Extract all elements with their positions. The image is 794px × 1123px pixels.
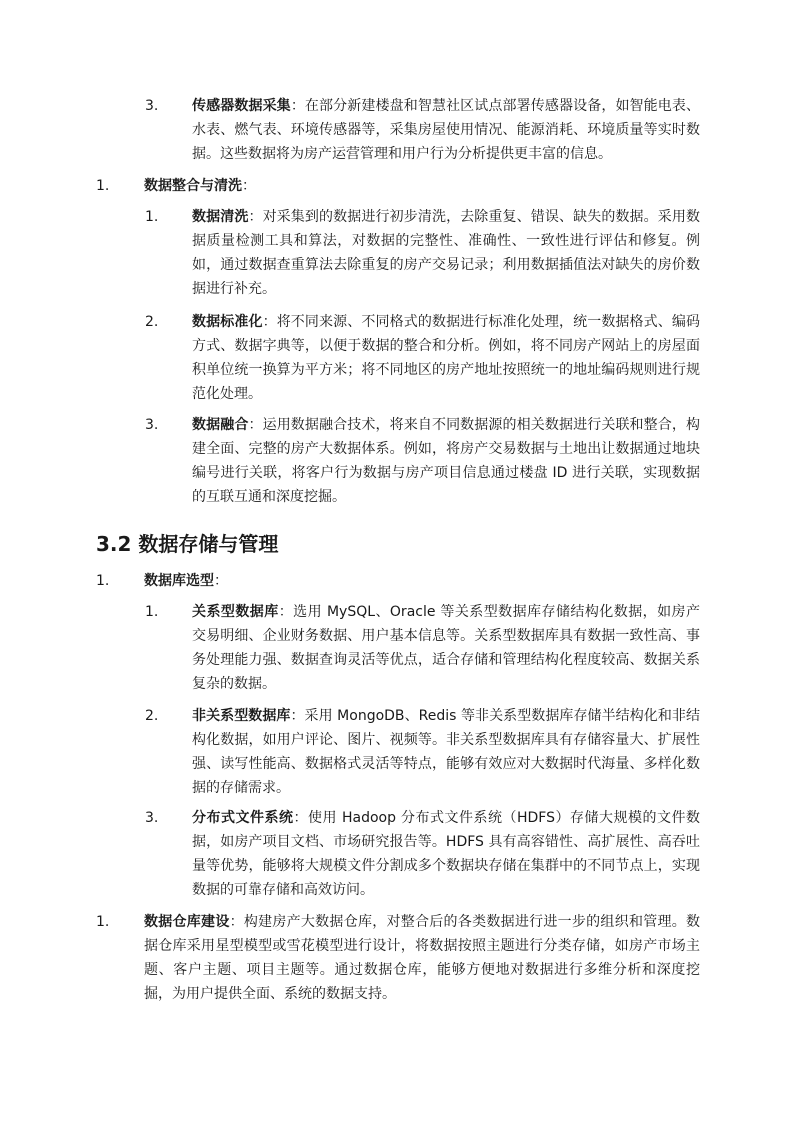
list-number: 2. [145, 708, 159, 724]
item-term: 分布式文件系统 [192, 810, 294, 826]
list-item-sensor-data [192, 94, 700, 166]
item-term: 数据标准化 [192, 314, 263, 330]
item-text: ：在部分新建楼盘和智慧社区试点部署传感器设备，如智能电表、水表、燃气表、环境传感器等，采集房屋使用情况、能源消耗、环境质量等实时数据。这些数据将为房产运营管理和用户行为分析提供更丰富的信息。 [192, 98, 701, 162]
list-item-data-standardization [192, 310, 700, 406]
list-item-data-integration [144, 174, 700, 198]
list-number: 1. [145, 604, 159, 620]
item-text: ：使用 Hadoop 分布式文件系统（HDFS）存储大规模的文件数据，如房产项目文档、市场研究报告等。HDFS 具有高容错性、高扩展性、高吞吐量等优势，能够将大规模文件分割成多个数据块存储在集群中的不同节点上，实现数据的可靠存储和高效访问。 [192, 810, 701, 898]
list-item-nosql-db [192, 704, 700, 800]
list-number: 1. [96, 178, 110, 194]
list-item-data-fusion [192, 413, 700, 509]
list-number: 3. [145, 417, 159, 433]
item-text: ：将不同来源、不同格式的数据进行标准化处理，统一数据格式、编码方式、数据字典等，以便于数据的整合和分析。例如，将不同房产网站上的房屋面积单位统一换算为平方米；将不同地区的房产地址按照统一的地址编码规则进行规范化处理。 [192, 314, 701, 402]
item-term: 数据整合与清洗 [144, 178, 242, 194]
list-item-data-warehouse [144, 910, 700, 1006]
list-number: 3. [145, 810, 159, 826]
item-term: 关系型数据库 [192, 604, 279, 620]
item-text: ：采用 MongoDB、Redis 等非关系型数据库存储半结构化和非结构化数据，如用户评论、图片、视频等。非关系型数据库具有存储容量大、扩展性强、读写性能高、数据格式灵活等特点，能够有效应对大数据时代海量、多样化数据的存储需求。 [192, 708, 701, 796]
list-number: 1. [96, 573, 110, 589]
item-term: 数据库选型 [144, 573, 214, 589]
list-item-relational-db [192, 600, 700, 696]
item-term: 数据仓库建设 [144, 914, 230, 930]
list-number: 2. [145, 314, 159, 330]
list-item-distributed-fs [192, 806, 700, 902]
item-text: ：对采集到的数据进行初步清洗，去除重复、错误、缺失的数据。采用数据质量检测工具和算法，对数据的完整性、准确性、一致性进行评估和修复。例如，通过数据查重算法去除重复的房产交易记录；利用数据插值法对缺失的房价数据进行补充。 [192, 209, 701, 297]
list-number: 3. [145, 98, 159, 114]
item-term: 传感器数据采集 [192, 98, 291, 114]
section-heading: 3.2 数据存储与管理 [96, 532, 279, 556]
item-text: ：选用 MySQL、Oracle 等关系型数据库存储结构化数据，如房产交易明细、企业财务数据、用户基本信息等。关系型数据库具有数据一致性高、事务处理能力强、数据查询灵活等优点，适合存储和管理结构化程度较高、数据关系复杂的数据。 [192, 604, 701, 692]
item-text: ：构建房产大数据仓库，对整合后的各类数据进行进一步的组织和管理。数据仓库采用星型模型或雪花模型进行设计，将数据按照主题进行分类存储，如房产市场主题、客户主题、项目主题等。通过数据仓库，能够方便地对数据进行多维分析和深度挖掘，为用户提供全面、系统的数据支持。 [144, 914, 701, 1002]
list-item-database-selection [144, 569, 700, 593]
list-item-data-cleaning [192, 205, 700, 301]
item-text: ：运用数据融合技术，将来自不同数据源的相关数据进行关联和整合，构建全面、完整的房产大数据体系。例如，将房产交易数据与土地出让数据通过地块编号进行关联，将客户行为数据与房产项目信息通过楼盘 ID 进行关联，实现数据的互联互通和深度挖掘。 [192, 417, 701, 505]
item-term: 数据清洗 [192, 209, 249, 225]
item-term: 数据融合 [192, 417, 249, 433]
list-number: 1. [96, 914, 110, 930]
list-number: 1. [145, 209, 159, 225]
item-term: 非关系型数据库 [192, 708, 291, 724]
item-colon: ： [214, 573, 228, 589]
item-colon: ： [242, 178, 256, 194]
